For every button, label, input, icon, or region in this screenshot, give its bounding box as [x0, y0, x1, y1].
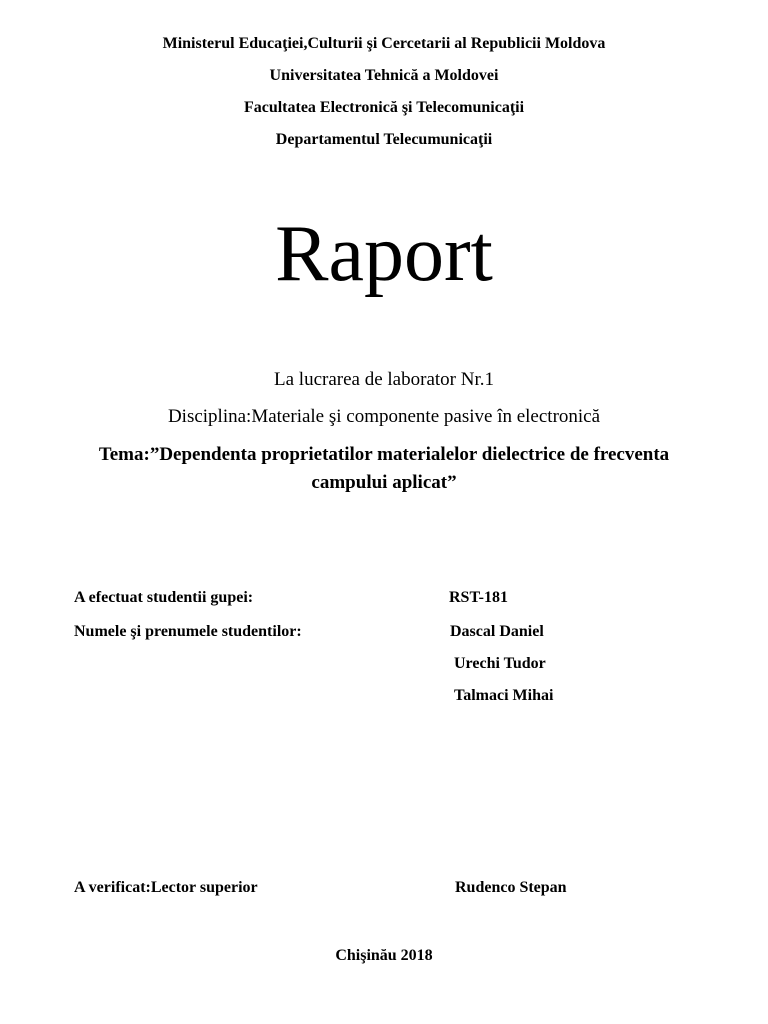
group-label: A efectuat studentii gupei:	[74, 589, 254, 606]
faculty-line: Facultatea Electronică şi Telecomunicaţii	[243, 99, 525, 116]
discipline-line: Disciplina:Materiale şi componente pasive în electronică	[167, 406, 601, 427]
group-value: RST-181	[449, 589, 508, 606]
document-title: Raport	[275, 210, 493, 298]
student-name: Urechi Tudor	[454, 655, 546, 672]
names-label: Numele şi prenumele studentilor:	[74, 623, 302, 640]
tema-line-2: campului aplicat”	[311, 472, 457, 493]
university-line: Universitatea Tehnică a Moldovei	[269, 67, 499, 84]
student-name: Dascal Daniel	[450, 623, 544, 640]
ministry-line: Ministerul Educaţiei,Culturii şi Cercetarii al Republicii Moldova	[162, 35, 606, 52]
student-name: Talmaci Mihai	[454, 687, 554, 704]
verifier-name: Rudenco Stepan	[455, 879, 567, 896]
department-line: Departamentul Telecumunicaţii	[275, 131, 493, 148]
place-year: Chişinău 2018	[335, 947, 433, 964]
lab-line: La lucrarea de laborator Nr.1	[274, 369, 494, 390]
verifier-label: A verificat:Lector superior	[74, 879, 258, 896]
tema-line-1: Tema:”Dependenta proprietatilor materialelor dielectrice de frecventa	[98, 444, 670, 465]
